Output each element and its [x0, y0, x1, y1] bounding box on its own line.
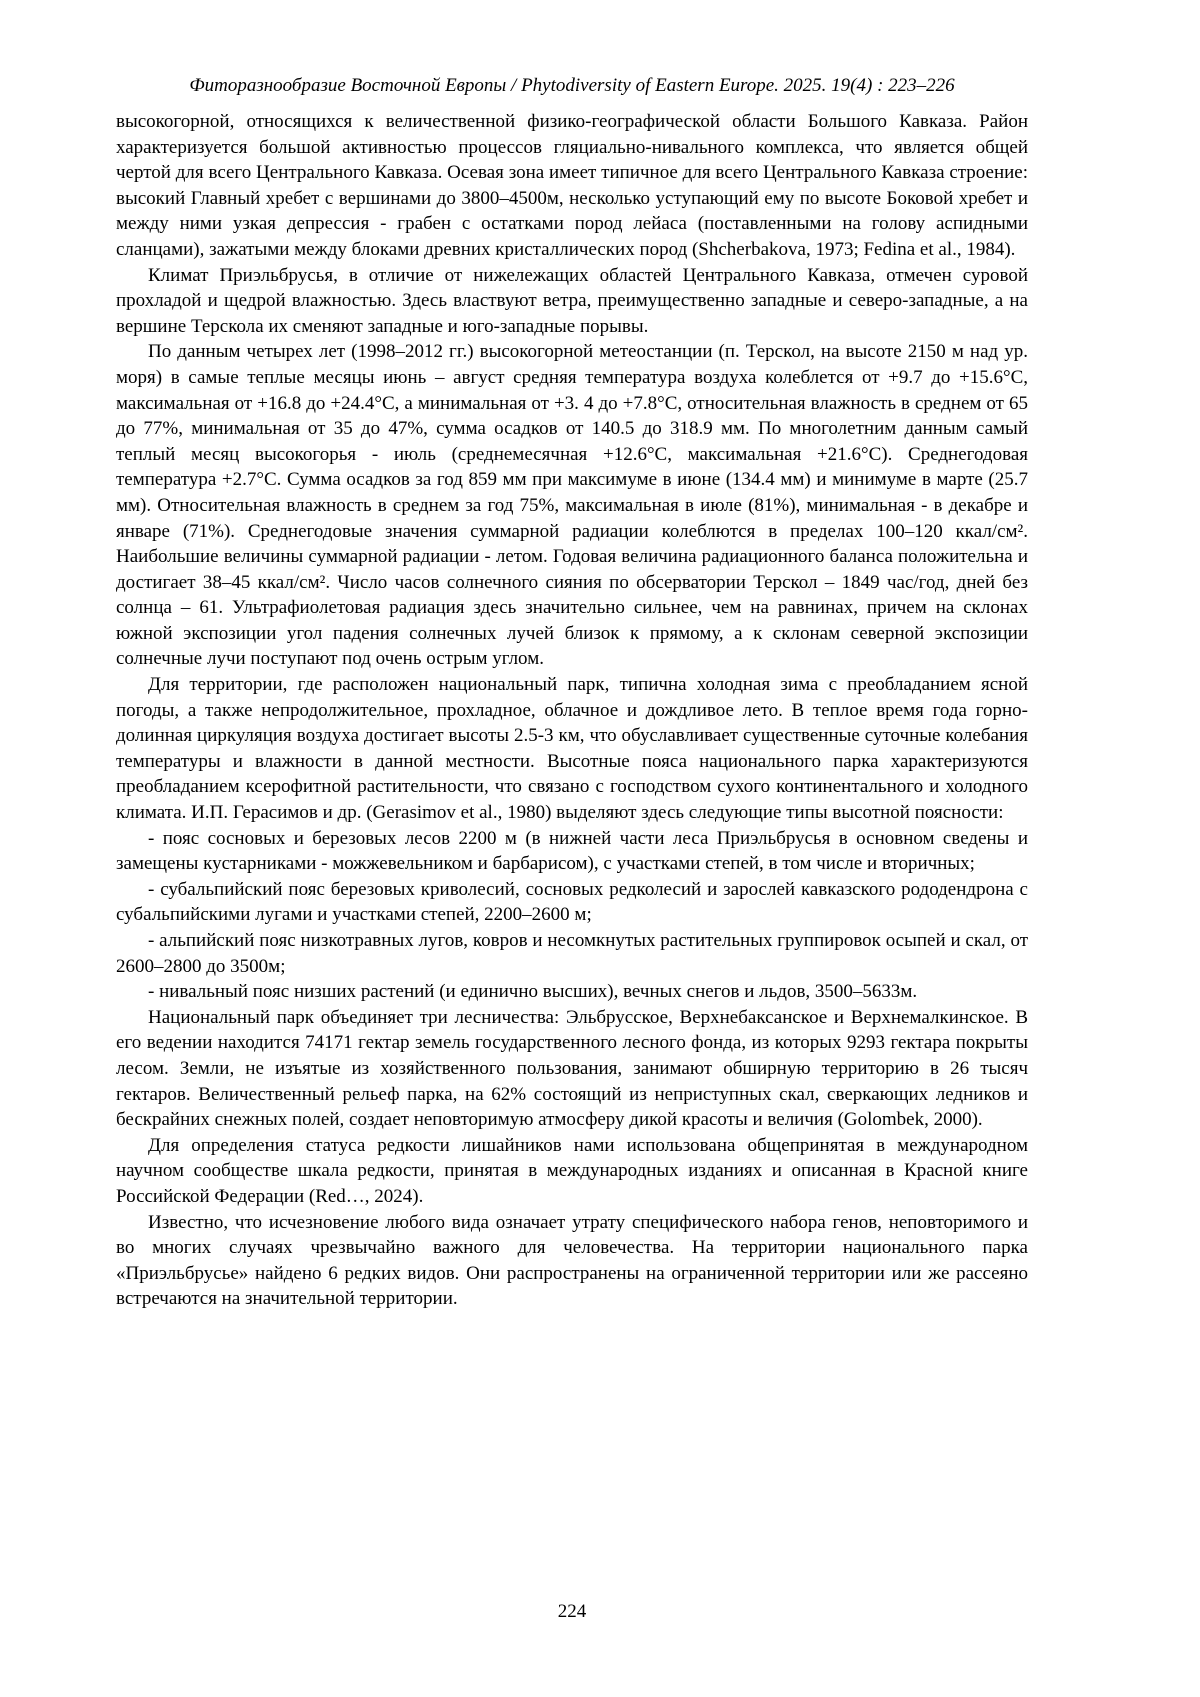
paragraph-territory: Для территории, где расположен национальный парк, типична холодная зима с преобладанием ясной погоды, а также непродолжительное, прохладное, облачное и дождливое лето. В теплое время года горно-долинная циркуляция воздуха достигает высоты 2.5-3 км, что обуславливает существенные суточные колебания температуры и влажности в данной местности. Высотные пояса национального парка характеризуются преобладанием ксерофитной растительности, что связано с господством сухого континентального и холодного климата. И.П. Герасимов и др. (Gerasimov et al., 1980) выделяют здесь следующие типы высотной поясности:: [116, 674, 1028, 824]
paragraph-continuation: высокогорной, относящихся к величественной физико-географической области Большого Кавказа. Район характеризуется большой активностью процессов гляциально-нивального комплекса, что является общей чертой для всего Центрального Кавказа. Осевая зона имеет типичное для всего Центрального Кавказа строение: высокий Главный хребет с вершинами до 3800–4500м, несколько уступающий ему по высоте Боковой хребет и между ними узкая депрессия - грабен с остатками пород лейаса (поставленными на голову аспидными сланцами), зажатыми между блоками древних кристаллических пород (Shcherbakova, 1973; Fedina et al., 1984).: [116, 111, 1028, 260]
list-item-pine-birch-belt: - пояс сосновых и березовых лесов 2200 м (в нижней части леса Приэльбрусья в основном сведены и замещены кустарниками - можжевельником и барбарисом), с участками степей, в том числе и вторичных;: [116, 827, 1028, 875]
paragraph-rare-species: Известно, что исчезновение любого вида означает утрату специфического набора генов, неповторимого и во многих случаях чрезвычайно важного для человечества. На территории национального парка «Приэльбрусье» найдено 6 редких видов. Они распространены на ограниченной территории или же рассеяно встречаются на значительной территории.: [116, 1211, 1028, 1310]
paragraph-rarity-scale: Для определения статуса редкости лишайников нами использована общепринятая в международном научном сообществе шкала редкости, принятая в международных изданиях и описанная в Красной книге Российской Федерации (Red…, 2024).: [116, 1134, 1028, 1207]
paragraph-meteo-data: По данным четырех лет (1998–2012 гг.) высокогорной метеостанции (п. Терскол, на высоте 2150 м над ур. моря) в самые теплые месяцы июнь – август средняя температура воздуха колеблется от +9.7 до +15.6°C, максимальная от +16.8 до +24.4°C, а минимальная от +3. 4 до +7.8°C, относительная влажность в среднем от 65 до 77%, минимальная от 35 до 47%, сумма осадков от 140.5 до 318.9 мм. По многолетним данным самый теплый месяц высокогорья - июль (среднемесячная +12.6°C, максимальная +21.6°C). Среднегодовая температура +2.7°C. Сумма осадков за год 859 мм при максимуме в июне (134.4 мм) и минимуме в марте (25.7 мм). Относительная влажность в среднем за год 75%, максимальная в июле (81%), минимальная - в декабре и январе (71%). Среднегодовые значения суммарной радиации колеблются в пределах 100–120 ккал/см². Наибольшие величины суммарной радиации - летом. Годовая величина радиационного баланса положительна и достигает 38–45 ккал/см². Число часов солнечного сияния по обсерватории Терскол – 1849 час/год, дней без солнца – 61. Ультрафиолетовая радиация здесь значительно сильнее, чем на равнинах, причем на склонах южной экспозиции угол падения солнечных лучей близок к прямому, а к склонам северной экспозиции солнечные лучи поступают под очень острым углом.: [116, 341, 1028, 670]
paragraph-national-park: Национальный парк объединяет три лесничества: Эльбрусское, Верхнебаксанское и Верхнемалкинское. В его ведении находится 74171 гектар земель государственного лесного фонда, из которых 9293 гектара покрыты лесом. Земли, не изъятые из хозяйственного пользования, занимают обширную территорию в 26 тысяч гектаров. Величественный рельеф парка, на 62% состоящий из неприступных скал, сверкающих ледников и бескрайних снежных полей, создает неповторимую атмосферу дикой красоты и величия (Golombek, 2000).: [116, 1006, 1028, 1131]
page-number: 224: [557, 1601, 587, 1622]
running-head: Фиторазнообразие Восточной Европы / Phytodiversity of Eastern Europe. 2025. 19(4) : 223–226: [189, 75, 955, 96]
list-item-subalpine-belt: - субальпийский пояс березовых криволесий, сосновых редколесий и зарослей кавказского рододендрона с субальпийскими лугами и участками степей, 2200–2600 м;: [116, 878, 1028, 926]
list-item-alpine-belt: - альпийский пояс низкотравных лугов, ковров и несомкнутых растительных группировок осыпей и скал, от 2600–2800 до 3500м;: [116, 930, 1028, 977]
article-body: [116, 109, 1028, 1312]
list-item-nival-belt: - нивальный пояс низших растений (и единично высших), вечных снегов и льдов, 3500–5633м.: [148, 981, 918, 1003]
paragraph-climate: Климат Приэльбрусья, в отличие от нижележащих областей Центрального Кавказа, отмечен суровой прохладой и щедрой влажностью. Здесь властвуют ветра, преимущественно западные и северо-западные, а на вершине Терскола их сменяют западные и юго-западные порывы.: [116, 264, 1028, 337]
